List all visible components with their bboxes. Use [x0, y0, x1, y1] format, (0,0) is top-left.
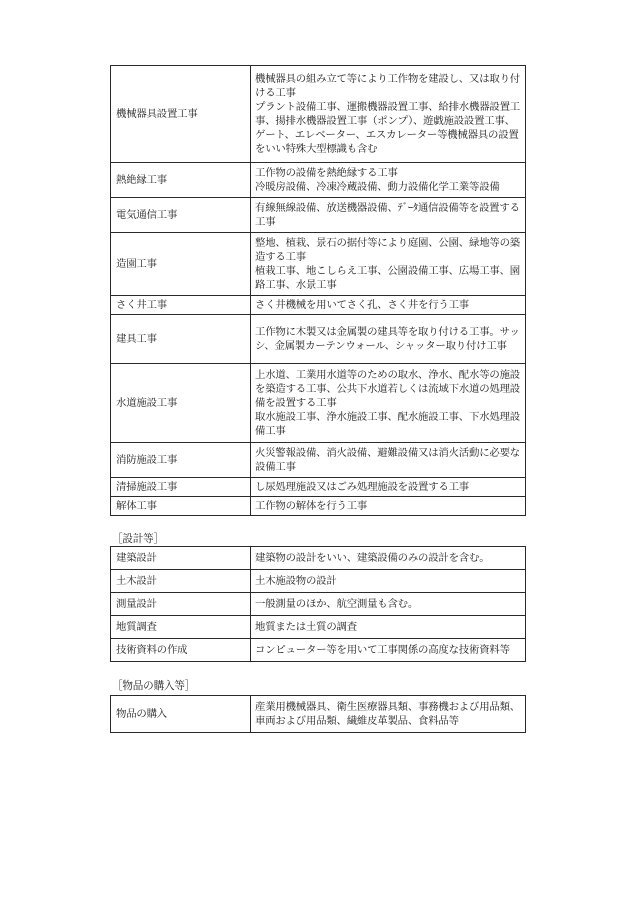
- work-type-description: 工作物に木製又は金属製の建具等を取り付ける工事。サッシ、金属製カーテンウォール、シャッター取り付け工事: [251, 315, 526, 364]
- work-type-name: 建具工事: [111, 315, 251, 364]
- category-name: 物品の購入: [111, 696, 251, 733]
- table-row: [111, 570, 526, 593]
- category-description: 産業用機械器具、衛生医療器具類、事務機および用品類、車両および用品類、繊維皮革製品、食料品等: [251, 696, 526, 733]
- work-type-description: さく井機械を用いてさく孔、さく井を行う工事: [251, 296, 526, 315]
- table-row: [111, 66, 526, 163]
- category-name: 土木設計: [111, 570, 251, 593]
- category-name: 建築設計: [111, 547, 251, 570]
- table-row: [111, 198, 526, 233]
- table-row: [111, 443, 526, 478]
- table-row: [111, 364, 526, 443]
- work-type-name: 電気通信工事: [111, 198, 251, 233]
- table-row: [111, 593, 526, 616]
- work-type-description: 工作物の解体を行う工事: [251, 497, 526, 516]
- work-type-name: 水道施設工事: [111, 364, 251, 443]
- category-description: 建築物の設計をいい、建築設備のみの設計を含む。: [251, 547, 526, 570]
- work-type-name: 造園工事: [111, 233, 251, 296]
- work-type-description: し尿処理施設又はごみ処理施設を設置する工事: [251, 478, 526, 497]
- category-description: コンピューター等を用いて工事関係の高度な技術資料等: [251, 639, 526, 662]
- category-name: 技術資料の作成: [111, 639, 251, 662]
- table-row: [111, 497, 526, 516]
- work-type-description: 有線無線設備、放送機器設備、ﾃﾞｰﾀ通信設備等を設置する工事: [251, 198, 526, 233]
- table-row: [111, 163, 526, 198]
- table-row: [111, 696, 526, 733]
- table-row: [111, 639, 526, 662]
- work-type-name: 熱絶縁工事: [111, 163, 251, 198]
- work-type-description: 機械器具の組み立て等により工作物を建設し、又は取り付ける工事 プラント設備工事、運搬機器設置工事、給排水機器設置工事、揚排水機器設置工事（ポンプ）、遊戯施設設置工事、ゲート、エレベーター、エスカレーター等機械器具の設置をいい特殊大型標識も含む: [251, 66, 526, 163]
- goods-section-heading: ［物品の購入等］: [112, 680, 196, 692]
- work-type-name: 機械器具設置工事: [111, 66, 251, 163]
- work-type-name: 消防施設工事: [111, 443, 251, 478]
- category-description: 一般測量のほか、航空測量も含む。: [251, 593, 526, 616]
- table-row: [111, 296, 526, 315]
- category-name: 地質調査: [111, 616, 251, 639]
- work-type-description: 火災警報設備、消火設備、避難設備又は消火活動に必要な設備工事: [251, 443, 526, 478]
- design-section-heading: ［設計等］: [112, 533, 164, 545]
- table-row: [111, 547, 526, 570]
- design-table: [110, 546, 526, 662]
- work-type-name: さく井工事: [111, 296, 251, 315]
- category-name: 測量設計: [111, 593, 251, 616]
- work-type-description: 工作物の設備を熱絶縁する工事 冷暖房設備、冷凍冷蔵設備、動力設備化学工業等設備: [251, 163, 526, 198]
- work-type-description: 整地、植栽、景石の据付等により庭園、公園、緑地等の築造する工事 植栽工事、地こしらえ工事、公園設備工事、広場工事、園路工事、水景工事: [251, 233, 526, 296]
- category-description: 地質または土質の調査: [251, 616, 526, 639]
- table-row: [111, 478, 526, 497]
- category-description: 土木施設物の設計: [251, 570, 526, 593]
- table-row: [111, 233, 526, 296]
- construction-work-table: [110, 65, 526, 516]
- work-type-name: 清掃施設工事: [111, 478, 251, 497]
- table-row: [111, 616, 526, 639]
- table-row: [111, 315, 526, 364]
- goods-table: [110, 695, 526, 733]
- work-type-description: 上水道、工業用水道等のための取水、浄水、配水等の施設を築造する工事、公共下水道若しくは流域下水道の処理設備を設置する工事 取水施設工事、浄水施設工事、配水施設工事、下水処理設備工事: [251, 364, 526, 443]
- work-type-name: 解体工事: [111, 497, 251, 516]
